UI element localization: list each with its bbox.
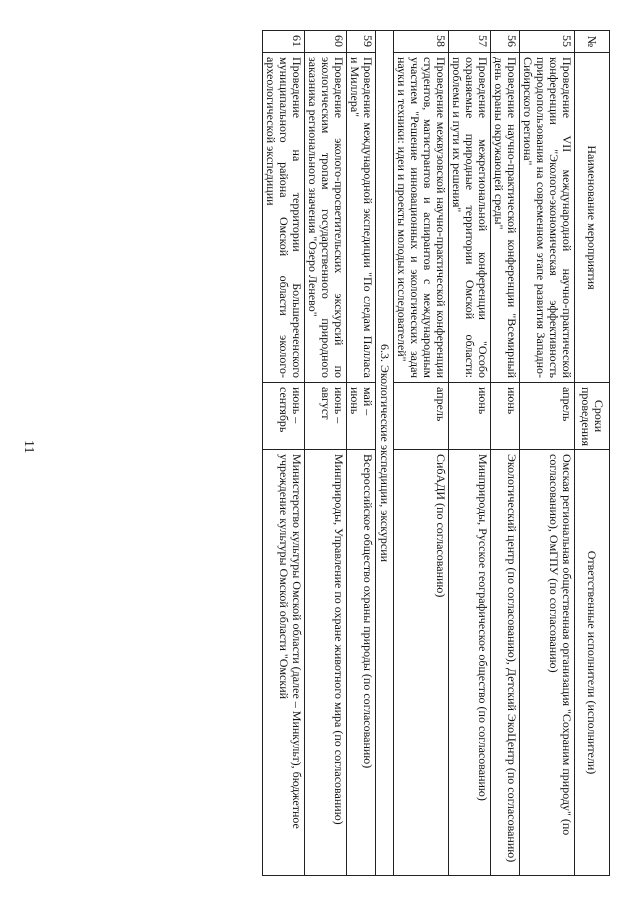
cell-event-name: Проведение международной экспедиции "По следам Палласа и Миллера": [347, 53, 376, 383]
cell-term: июнь: [491, 383, 520, 450]
table-body-expeditions: [263, 31, 376, 876]
table-row: [305, 31, 347, 876]
cell-executors: Экологический центр (по согласованию), Детский ЭкоЦентр (по согласованию): [491, 450, 520, 876]
cell-executors: Минприроды, Управление по охране животного мира (по согласованию): [305, 450, 347, 876]
header-number: №: [575, 31, 610, 53]
cell-executors: Омская региональная общественная организация "Сохраним природу" (по согласованию), ОмГПУ (по согласованию): [520, 450, 575, 876]
table-row: [347, 31, 376, 876]
document-page: [55, 30, 610, 875]
cell-term: апрель: [394, 383, 449, 450]
cell-number: 56: [491, 31, 520, 53]
section-row: [376, 31, 394, 876]
cell-executors: СибАДИ (по согласованию): [394, 450, 449, 876]
cell-executors: Всероссийское общество охраны природы (по согласованию): [347, 450, 376, 876]
cell-number: 55: [520, 31, 575, 53]
cell-number: 57: [449, 31, 491, 53]
cell-event-name: Проведение на территории Большереченского муниципального района Омской области эколого-археологической экспедиции: [263, 53, 305, 383]
cell-number: 59: [347, 31, 376, 53]
section-title: 6.3. Экологические экспедиции, экскурсии: [376, 31, 394, 876]
table-row: [520, 31, 575, 876]
cell-executors: Министерство культуры Омской области (далее – Минкульт), бюджетное учреждение культуры Омской области "Омский: [263, 450, 305, 876]
cell-number: 61: [263, 31, 305, 53]
table-row: [491, 31, 520, 876]
cell-term: апрель: [520, 383, 575, 450]
cell-term: июнь: [449, 383, 491, 450]
page-number: 11: [21, 440, 36, 454]
table-row: [449, 31, 491, 876]
cell-number: 60: [305, 31, 347, 53]
table-body-conferences: [394, 31, 575, 876]
cell-event-name: Проведение научно-практической конференции "Всемирный день охраны окружающей среды": [491, 53, 520, 383]
table-row: [263, 31, 305, 876]
cell-number: 58: [394, 31, 449, 53]
header-event-name: Наименование мероприятия: [575, 53, 610, 383]
cell-executors: Минприроды, Русское географическое общество (по согласованию): [449, 450, 491, 876]
table-row: [394, 31, 449, 876]
cell-event-name: Проведение VII международной научно-практической конференции "Эколого-экономическая эффективность природопользования на современном этапе развития Западно-Сибирского региона": [520, 53, 575, 383]
header-term: Сроки проведения: [575, 383, 610, 450]
table-header-row: [575, 31, 610, 876]
cell-event-name: Проведение эколого-просветительских экскурсий по экологическим тропам государственного природного заказника регионального значения "Озеро Ленево": [305, 53, 347, 383]
cell-term: июнь – август: [305, 383, 347, 450]
events-table: [262, 30, 610, 876]
cell-event-name: Проведение межвузовской научно-практической конференции студентов, магистрантов и аспирантов с международным участием "Решение инновационных и экологических задач науки и техники: идеи и проекты молодых исследователей": [394, 53, 449, 383]
cell-term: июнь – сентябрь: [263, 383, 305, 450]
cell-event-name: Проведение межрегиональной конференции "Особо охраняемые природные территории Омской области: проблемы и пути их решения": [449, 53, 491, 383]
header-executors: Ответственные исполнители (исполнители): [575, 450, 610, 876]
cell-term: май – июнь: [347, 383, 376, 450]
